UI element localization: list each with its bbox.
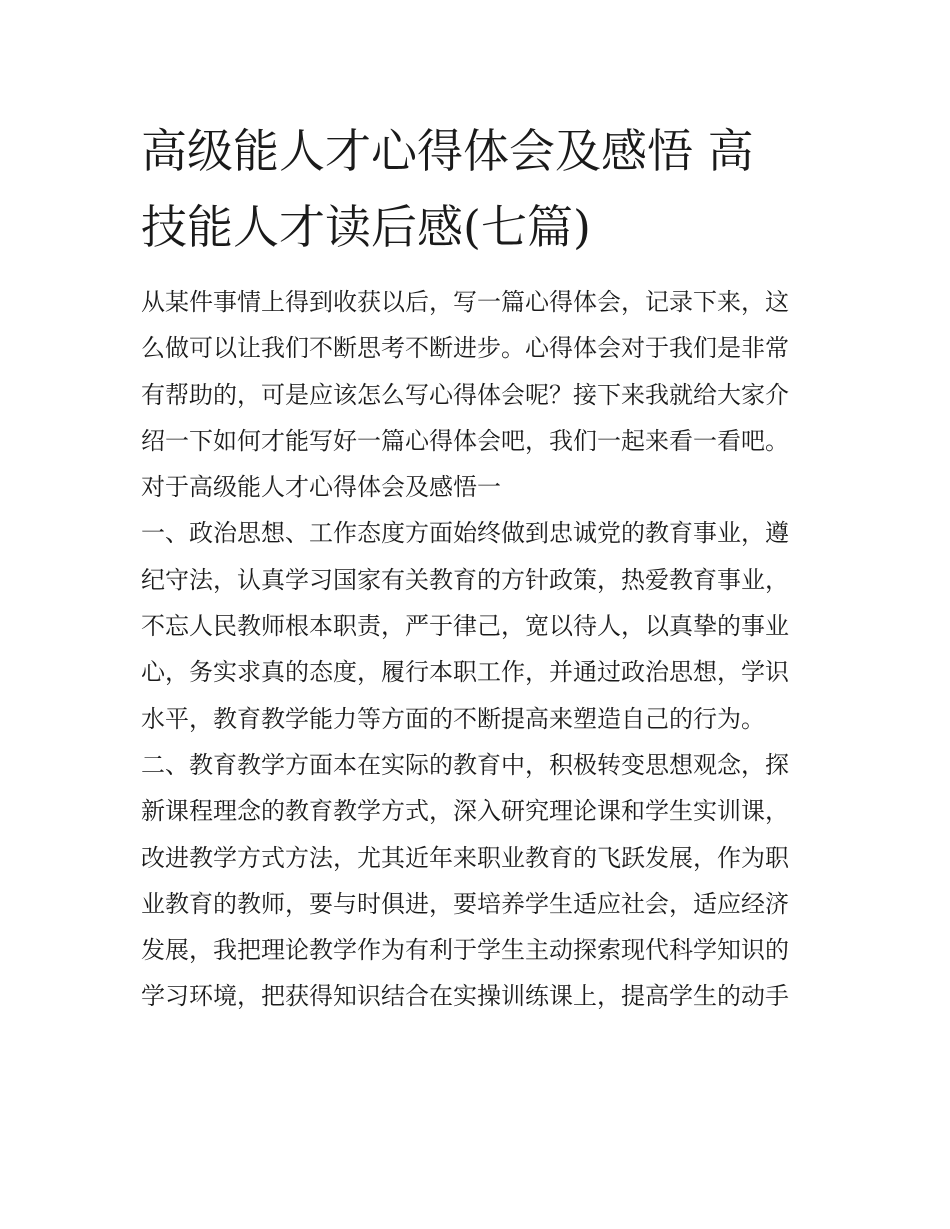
body-line: 从某件事情上得到收获以后，写一篇心得体会，记录下来，这 [141, 288, 789, 316]
body-line: 新课程理念的教育教学方式，深入研究理论课和学生实训课， [141, 797, 789, 826]
document-body [141, 279, 821, 1020]
body-line: 么做可以让我们不断思考不断进步。心得体会对于我们是非常 [141, 334, 789, 363]
body-line: 一、政治思想、工作态度方面始终做到忠诚党的教育事业，遵 [141, 519, 789, 548]
body-line: 绍一下如何才能写好一篇心得体会吧，我们一起来看一看吧。 [141, 426, 789, 455]
body-line: 纪守法，认真学习国家有关教育的方针政策，热爱教育事业， [141, 565, 789, 594]
section-heading: 对于高级能人才心得体会及感悟一 [141, 473, 501, 502]
body-line: 水平，教育教学能力等方面的不断提高来塑造自己的行为。 [141, 704, 765, 733]
body-line: 学习环境，把获得知识结合在实操训练课上，提高学生的动手 [141, 982, 789, 1011]
body-line: 改进教学方式方法，尤其近年来职业教育的飞跃发展，作为职 [141, 843, 789, 872]
body-line: 发展，我把理论教学作为有利于学生主动探索现代科学知识的 [141, 936, 789, 965]
document-title [141, 113, 821, 265]
title-line: 高级能人才心得体会及感悟 高 [141, 124, 754, 178]
body-line: 不忘人民教师根本职责，严于律己，宽以待人，以真挚的事业 [141, 612, 789, 641]
body-line: 业教育的教师，要与时俱进，要培养学生适应社会，适应经济 [141, 889, 789, 918]
body-line: 二、教育教学方面本在实际的教育中，积极转变思想观念，探 [141, 750, 789, 779]
title-line: 技能人才读后感(七篇) [141, 200, 591, 254]
body-line: 有帮助的，可是应该怎么写心得体会呢？接下来我就给大家介 [141, 380, 789, 409]
body-line: 心，务实求真的态度，履行本职工作，并通过政治思想，学识 [141, 658, 789, 687]
